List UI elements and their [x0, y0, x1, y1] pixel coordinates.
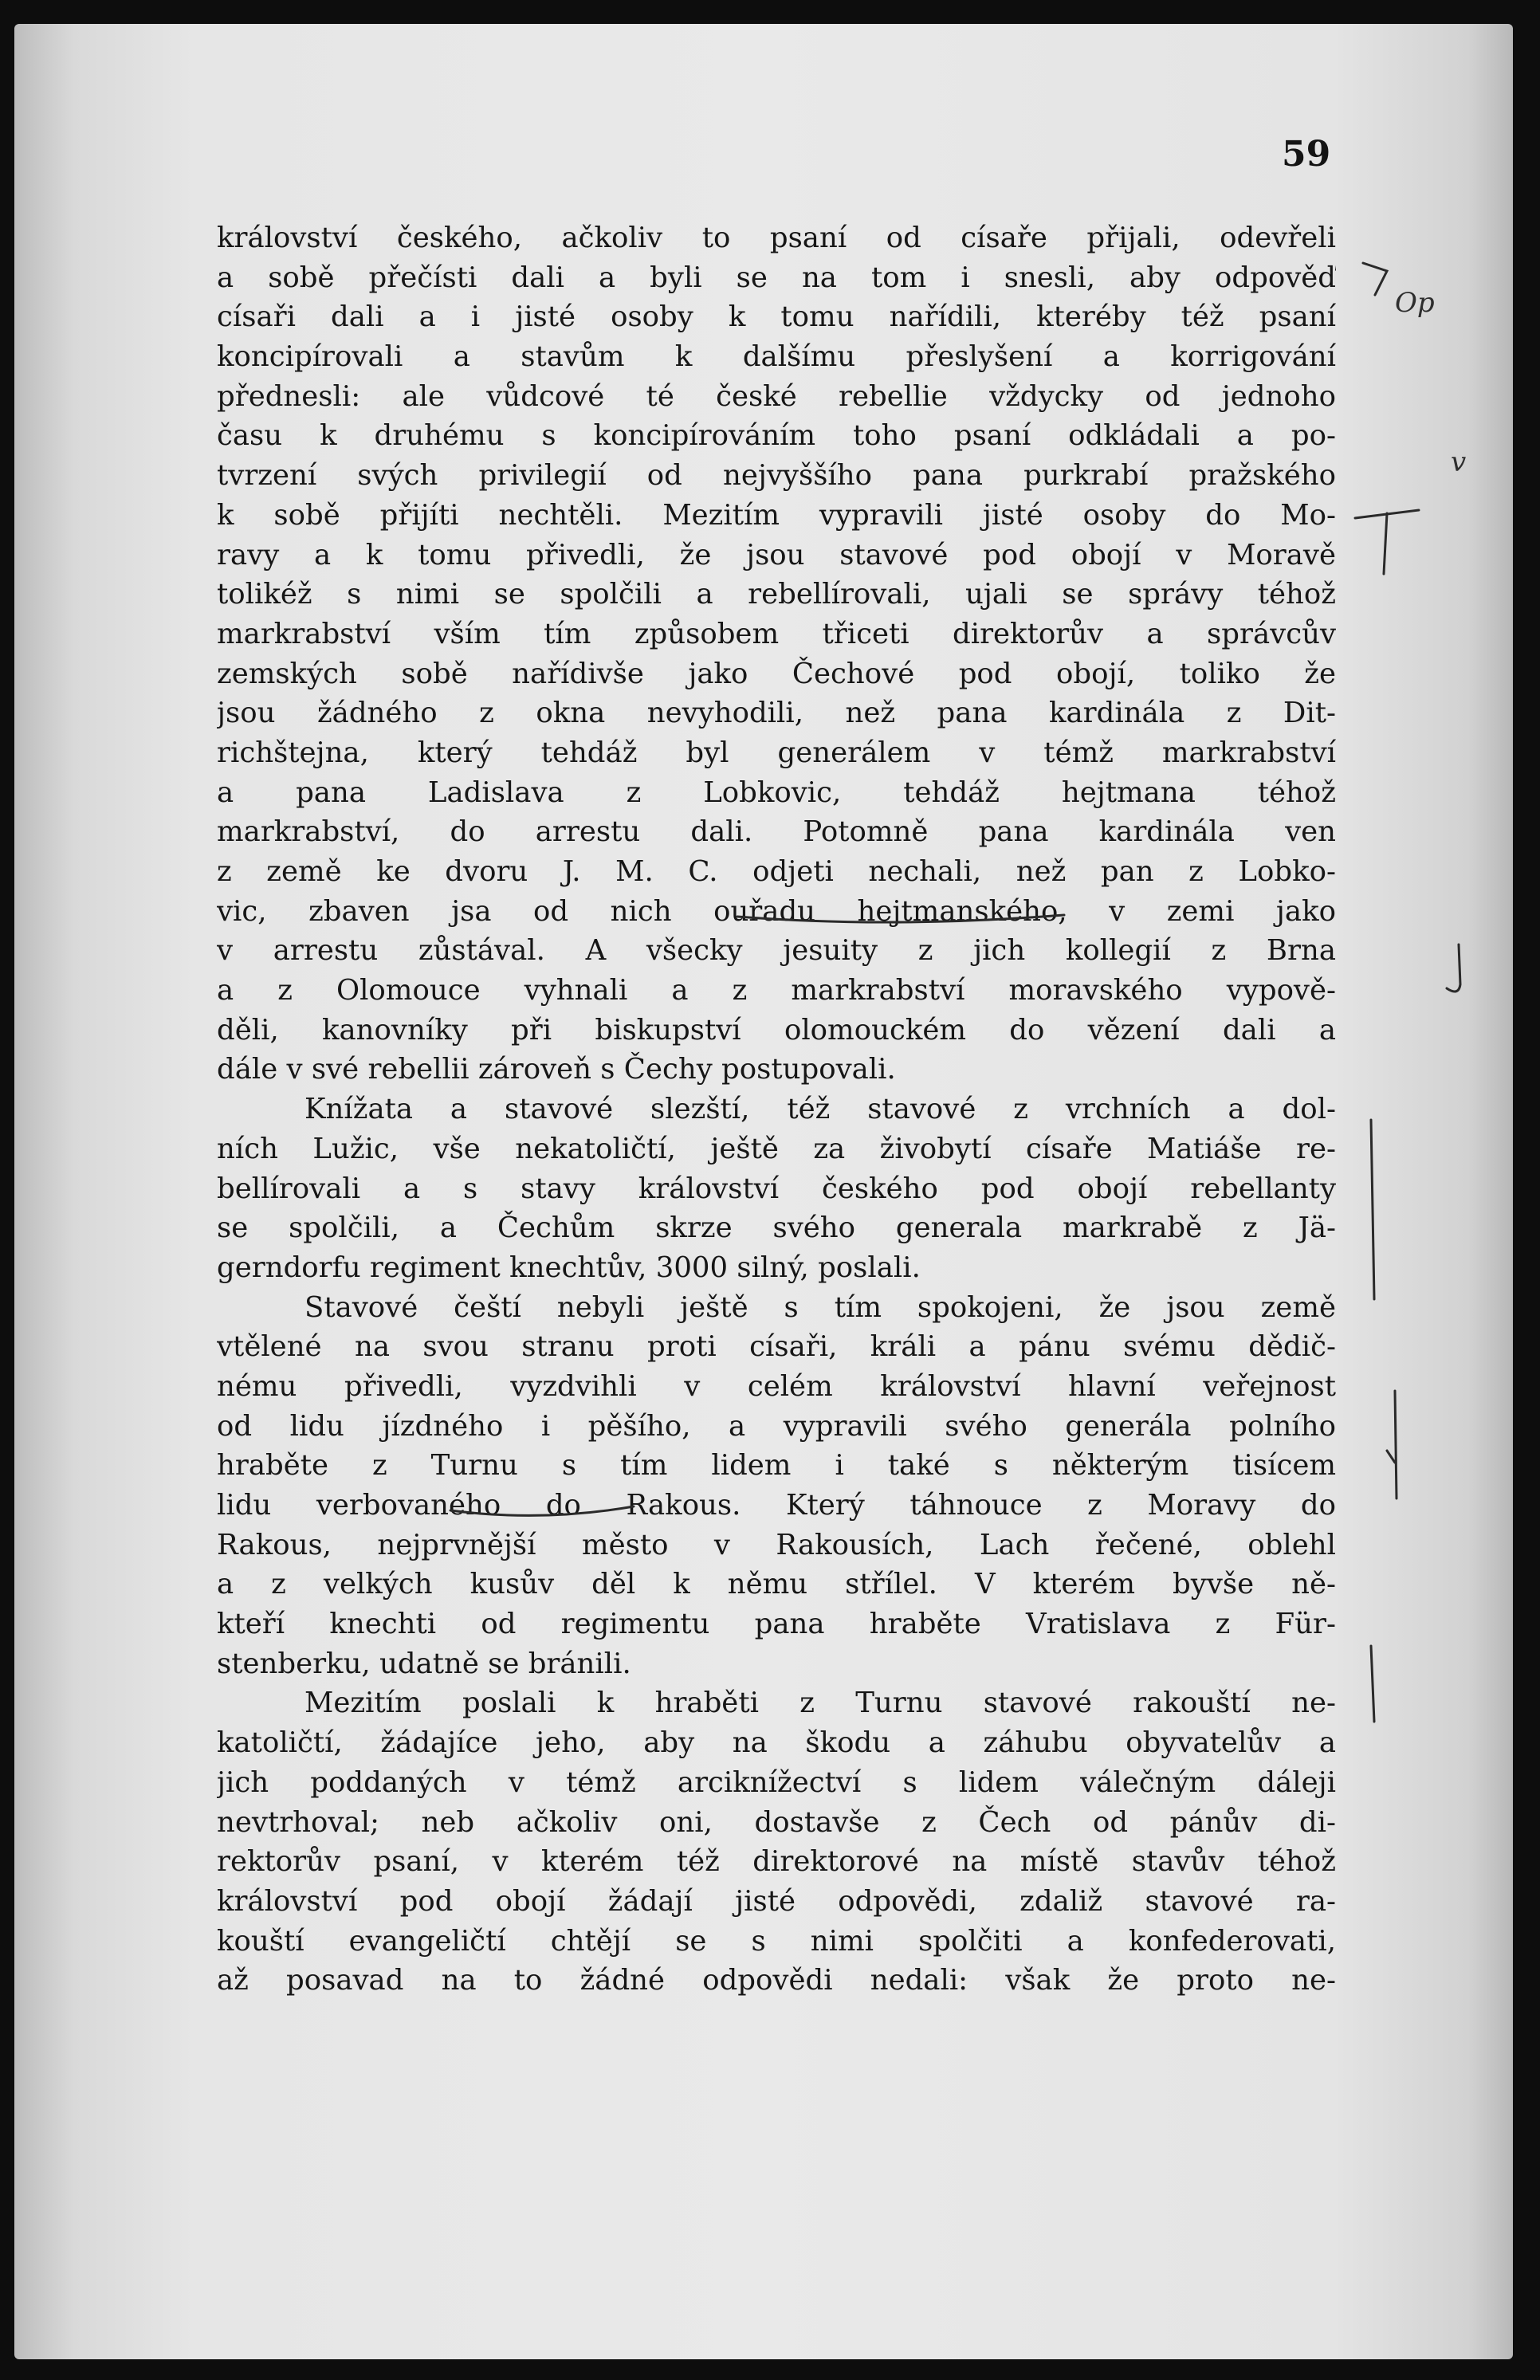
text-underline-mark [446, 1498, 638, 1522]
text-line: království pod obojí žádají jisté odpovědi, zdaliž stavové ra- [217, 1884, 1336, 1918]
text-line: z země ke dvoru J. M. C. odjeti nechali, než pan z Lobko- [217, 855, 1336, 888]
text-line: tvrzení svých privilegií od nejvyššího pana purkrabí pražského [217, 459, 1336, 493]
text-line: lidu verbovaného do Rakous. Který táhnouce z Moravy do [217, 1489, 1336, 1522]
text-line: času k druhému s koncipírováním toho psaní odkládali a po- [217, 419, 1336, 453]
text-line: vtělené na svou stranu proti císaři, králi a pánu svému dědič- [217, 1330, 1336, 1364]
text-line: a pana Ladislava z Lobkovic, tehdáž hejtmana téhož [217, 776, 1336, 809]
text-line: ravy a k tomu přivedli, že jsou stavové pod obojí v Moravě [217, 538, 1336, 571]
paragraph-last-line: gerndorfu regiment knechtův, 3000 silný, poslali. [217, 1251, 921, 1284]
text-line: a z velkých kusův děl k němu střílel. V kterém byvše ně- [217, 1568, 1336, 1601]
paragraph-last-line: stenberku, udatně se bránili. [217, 1647, 631, 1680]
text-line: vic, zbaven jsa od nich ouřadu hejtmanského, v zemi jako [217, 894, 1336, 928]
paragraph-first-line: Knížata a stavové slezští, též stavové z vrchních a dol- [304, 1093, 1336, 1126]
text-line: katoličtí, žádajíce jeho, aby na škodu a záhubu obyvatelův a [217, 1726, 1336, 1760]
page-number: 59 [1282, 134, 1331, 175]
margin-check-mark [1435, 941, 1483, 1004]
text-line: jsou žádného z okna nevyhodili, než pana kardinála z Dit- [217, 697, 1336, 730]
text-line: markrabství vším tím způsobem třiceti direktorův a správcův [217, 617, 1336, 650]
paragraph-first-line: Mezitím poslali k hraběti z Turnu stavové rakouští ne- [304, 1687, 1336, 1720]
margin-note-op: Op [1395, 287, 1435, 319]
text-line: ních Lužic, vše nekatoličtí, ještě za živobytí císaře Matiáše re- [217, 1132, 1336, 1165]
text-line: a z Olomouce vyhnali a z markrabství moravského vypově- [217, 974, 1336, 1007]
margin-note-v: v [1451, 446, 1467, 478]
text-line: hraběte z Turnu s tím lidem i také s některým tisícem [217, 1449, 1336, 1483]
text-line: království českého, ačkoliv to psaní od císaře přijali, odevřeli [217, 222, 1336, 254]
margin-bracket-mark-lower [1355, 1642, 1387, 1730]
text-line: rektorův psaní, v kterém též direktorové na místě stavův téhož [217, 1845, 1336, 1879]
text-line: jich poddaných v témž arciknížectví s lidem válečným dáleji [217, 1765, 1336, 1799]
text-line: bellírovali a s stavy království českého pod obojí rebellanty [217, 1172, 1336, 1205]
text-underline-mark [733, 909, 1068, 933]
text-line: kouští evangeličtí chtějí se s nimi spolčiti a konfederovati, [217, 1924, 1336, 1958]
paragraph-first-line: Stavové čeští nebyli ještě s tím spokojeni, že jsou země [304, 1290, 1336, 1324]
text-line: koncipírovali a stavům k dalšímu přeslyšení a korrigování [217, 340, 1336, 374]
text-line: přednesli: ale vůdcové té české rebellie vždycky od jednoho [217, 379, 1336, 413]
margin-bracket-mark [1355, 1116, 1387, 1307]
text-line: se spolčili, a Čechům skrze svého generala markrabě z Jä- [217, 1212, 1336, 1245]
text-line: od lidu jízdného i pěšího, a vypravili svého generála polního [217, 1409, 1336, 1443]
text-line: Rakous, nejprvnější město v Rakousích, Lach řečené, oblehl [217, 1528, 1336, 1561]
text-line: richštejna, který tehdáž byl generálem v témž markrabství [217, 736, 1336, 769]
text-line: k sobě přijíti nechtěli. Mezitím vypravili jisté osoby do Mo- [217, 498, 1336, 532]
text-line: zemských sobě nařídivše jako Čechové pod obojí, toliko že [217, 657, 1336, 690]
text-line: nému přivedli, vyzdvihli v celém království hlavní veřejnost [217, 1369, 1336, 1403]
margin-tick-mark [1355, 255, 1403, 303]
text-line: a sobě přečísti dali a byli se na tom i snesli, aby odpověď [217, 261, 1336, 294]
margin-hook-mark [1379, 1387, 1411, 1530]
text-line: císaři dali a i jisté osoby k tomu nařídili, kteréby též psaní [217, 300, 1336, 334]
paragraph-last-line: dále v své rebellii zároveň s Čechy postupovali. [217, 1053, 896, 1086]
body-text [217, 218, 1336, 2001]
text-line: v arrestu zůstával. A všecky jesuity z jich kollegií z Brna [217, 934, 1336, 968]
text-line: markrabství, do arrestu dali. Potomně pana kardinála ven [217, 815, 1336, 849]
text-line: tolikéž s nimi se spolčili a rebellírovali, ujali se správy téhož [217, 578, 1336, 611]
text-line: kteří knechti od regimentu pana hraběte Vratislava z Für- [217, 1608, 1336, 1641]
margin-t-mark [1347, 502, 1427, 582]
text-line: děli, kanovníky při biskupství olomouckém do vězení dali a [217, 1013, 1336, 1047]
text-line: až posavad na to žádné odpovědi nedali: však že proto ne- [217, 1964, 1336, 1997]
text-line: nevtrhoval; neb ačkoliv oni, dostavše z Čech od pánův di- [217, 1805, 1336, 1839]
